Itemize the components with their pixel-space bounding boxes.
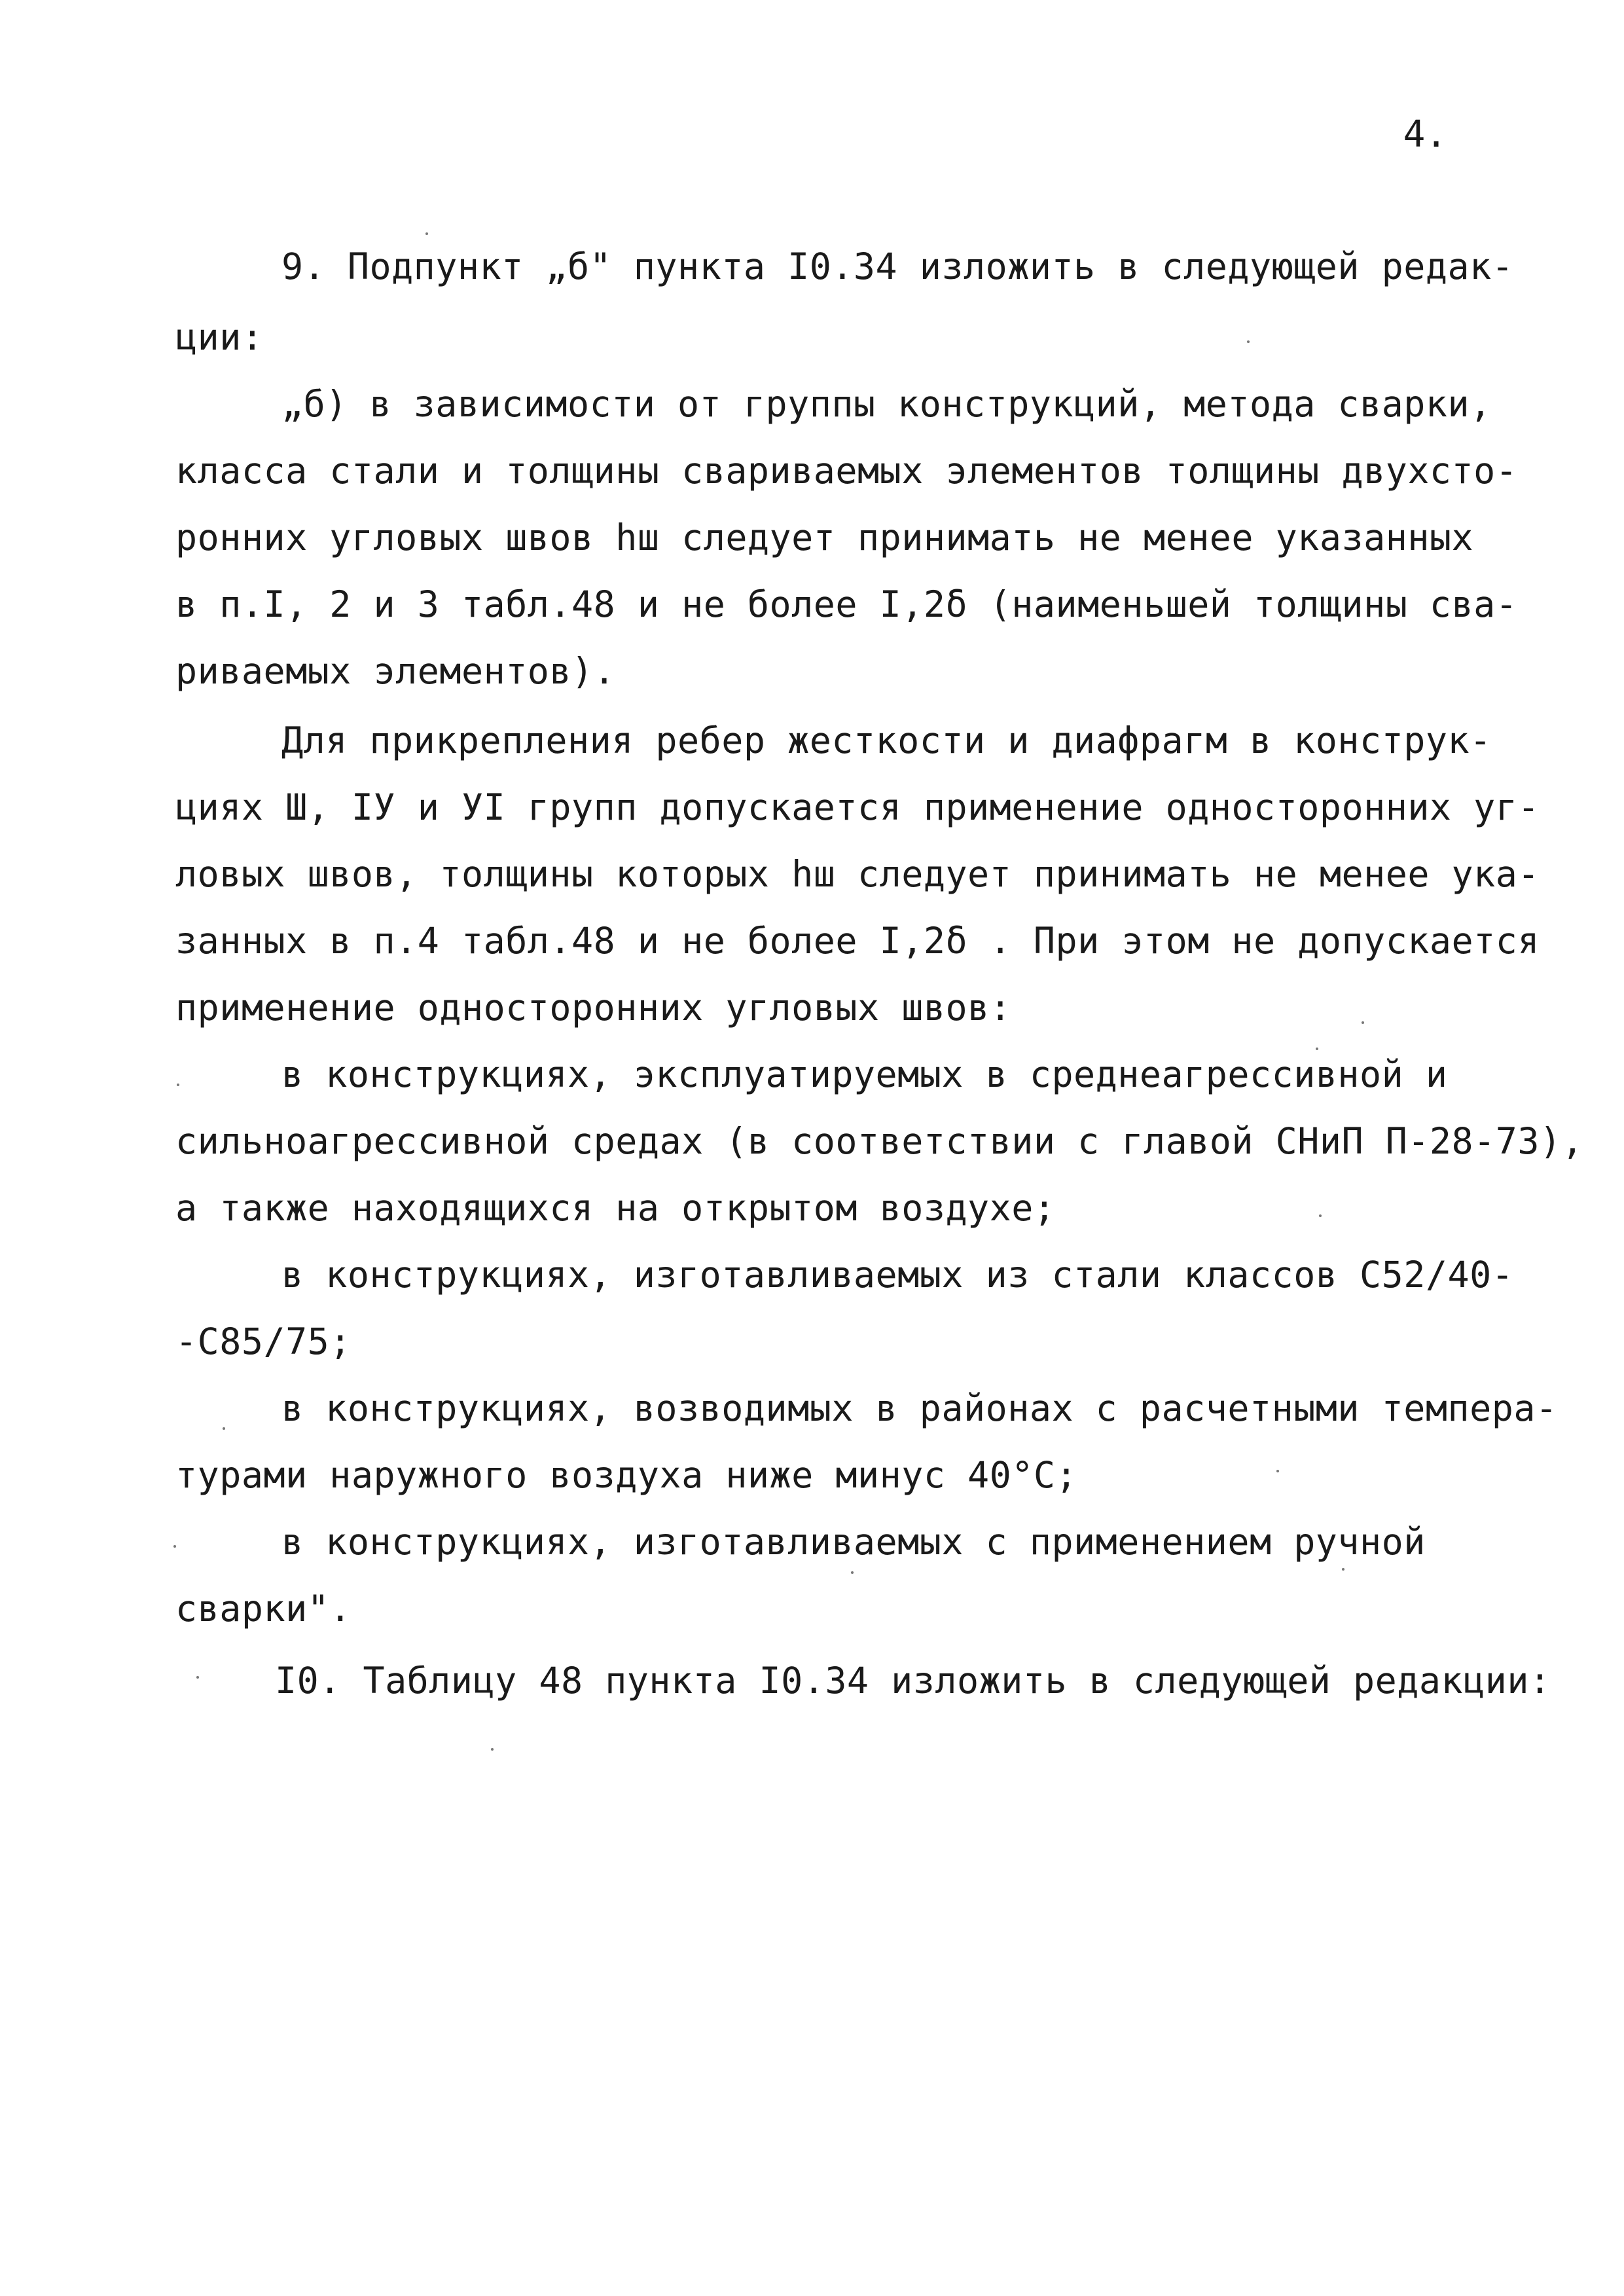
scan-speck xyxy=(173,1545,176,1548)
text-line: сварки". xyxy=(175,1588,352,1630)
text-line: турами наружного воздуха ниже минус 40°С; xyxy=(175,1454,1078,1496)
scan-speck xyxy=(1316,1048,1318,1050)
scan-speck xyxy=(1247,340,1250,343)
text-line: а также находящихся на открытом воздухе; xyxy=(175,1187,1056,1229)
text-line: в конструкциях, изготавливаемых с применением ручной xyxy=(281,1521,1426,1563)
text-line: риваемых элементов). xyxy=(175,650,616,692)
text-line: „б) в зависимости от группы конструкций, метода сварки, xyxy=(281,383,1492,425)
text-line: -С85/75; xyxy=(175,1321,352,1362)
text-line: класса стали и толщины свариваемых элементов толщины двухсто- xyxy=(175,450,1518,492)
scan-speck xyxy=(223,1427,225,1430)
text-line: занных в п.4 табл.48 и не более I,2δ . При этом не допускается xyxy=(175,920,1540,962)
scan-speck xyxy=(425,232,428,235)
text-line: I0. Таблицу 48 пункта I0.34 изложить в следующей редакции: xyxy=(275,1660,1551,1702)
scan-speck xyxy=(1362,1021,1364,1024)
text-line: в п.I, 2 и 3 табл.48 и не более I,2δ (наименьшей толщины сва- xyxy=(175,583,1518,625)
page-number: 4. xyxy=(1403,113,1447,156)
scan-speck xyxy=(1319,1214,1322,1217)
text-line: в конструкциях, эксплуатируемых в среднеагрессивной и xyxy=(281,1053,1448,1095)
text-line: циях Ш, IУ и УI групп допускается применение односторонних уг- xyxy=(175,786,1540,828)
scan-speck xyxy=(177,1084,179,1086)
text-line: ронних угловых швов hш следует принимать не менее указанных xyxy=(175,517,1474,558)
text-line: 9. Подпункт „б" пункта I0.34 изложить в следующей редак- xyxy=(281,246,1514,287)
text-line: в конструкциях, возводимых в районах с расчетными темпера- xyxy=(281,1387,1558,1429)
text-line: сильноагрессивной средах (в соответствии с главой СНиП П-28-73), xyxy=(175,1120,1584,1162)
text-line: применение односторонних угловых швов: xyxy=(175,987,1012,1029)
text-line: Для прикрепления ребер жесткости и диафрагм в конструк- xyxy=(281,720,1492,761)
scan-speck xyxy=(1276,1470,1279,1472)
scan-speck xyxy=(491,1748,494,1751)
text-line: ловых швов, толщины которых hш следует принимать не менее ука- xyxy=(175,853,1540,895)
scan-speck xyxy=(1342,1568,1344,1571)
scan-speck xyxy=(196,1676,199,1679)
text-line: в конструкциях, изготавливаемых из стали классов С52/40- xyxy=(281,1254,1514,1296)
text-line: ции: xyxy=(175,316,264,358)
scan-speck xyxy=(851,1571,854,1574)
